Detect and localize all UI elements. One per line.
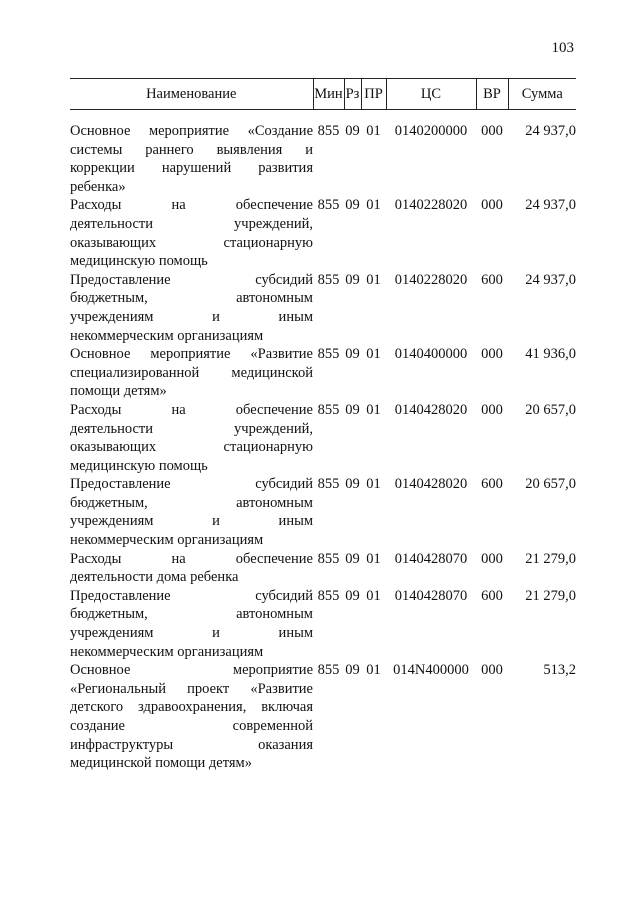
table-row [70,271,576,345]
row-min: 855 [317,271,340,288]
row-name-line: медицинскую помощь [70,457,208,474]
table-row [70,475,576,549]
header-cs: ЦС [386,79,476,110]
row-name-line: учреждениям и иным [70,625,313,642]
row-name-line: Основное мероприятие [70,662,313,679]
row-name-line: учреждениям и иным [70,513,313,530]
header-min: Мин [313,79,344,110]
row-name-line: ребенка» [70,178,126,195]
row-name-line: учреждениям и иным [70,308,313,325]
row-min: 855 [317,346,340,363]
table-row [70,401,576,475]
row-rz: 09 [345,550,360,567]
row-name-line: некоммерческим организациям [70,532,264,549]
row-rz: 09 [345,123,360,139]
row-min: 855 [317,550,340,567]
row-name-line: коррекции нарушений развития [70,160,313,177]
row-name-line: Расходы на обеспечение [70,197,313,214]
row-name-line: Основное мероприятие «Создание [70,123,313,139]
row-name [70,550,313,587]
row-min: 855 [317,401,340,418]
row-name-line: деятельности дома ребенка [70,569,239,586]
row-name-line: «Региональный проект «Развитие [70,680,313,697]
row-name-line: деятельности учреждений, [70,420,313,437]
row-name-line: системы раннего выявления и [70,141,313,158]
budget-table [70,78,576,773]
row-sum: 20 657,0 [525,401,576,418]
table-body [70,122,576,773]
row-pr: 01 [366,123,381,139]
row-name-line: оказывающих стационарную [70,439,313,456]
row-name-line: некоммерческим организациям [70,643,264,660]
row-name [70,196,313,270]
row-pr: 01 [366,271,381,288]
row-name [70,587,313,661]
row-rz: 09 [345,662,360,679]
row-name [70,122,313,196]
row-cs: 0140228020 [394,197,468,214]
row-name [70,475,313,549]
row-name-line: помощи детям» [70,383,167,400]
page-number: 103 [551,40,574,56]
table-row [70,345,576,401]
row-pr: 01 [366,346,381,363]
table-header [70,79,576,110]
header-vr: ВР [476,79,508,110]
table-row [70,122,576,196]
row-pr: 01 [366,476,381,493]
row-name-line: медицинской помощи детям» [70,755,252,772]
row-cs: 0140428070 [394,587,468,604]
row-vr: 000 [481,123,503,139]
row-sum: 41 936,0 [525,346,576,363]
row-name-line: оказывающих стационарную [70,234,313,251]
header-pr: ПР [361,79,386,110]
row-cs: 0140428070 [394,550,468,567]
row-min: 855 [317,123,340,139]
row-vr: 000 [481,662,503,679]
row-vr: 000 [481,346,503,363]
row-pr: 01 [366,662,381,679]
row-cs: 0140400000 [394,346,468,363]
header-rz: Рз [344,79,361,110]
row-name-line: некоммерческим организациям [70,327,264,344]
header-name: Наименование [70,79,313,110]
row-pr: 01 [366,197,381,214]
row-name [70,401,313,475]
row-vr: 000 [481,401,503,418]
row-min: 855 [317,197,340,214]
row-pr: 01 [366,587,381,604]
table-row [70,587,576,661]
row-name-line: Основное мероприятие «Развитие [70,346,313,363]
row-name-line: деятельности учреждений, [70,215,313,232]
row-rz: 09 [345,587,360,604]
row-sum: 24 937,0 [525,197,576,214]
row-sum: 24 937,0 [525,123,576,139]
row-vr: 000 [481,550,503,567]
row-name-line: Расходы на обеспечение [70,401,313,418]
row-name-line: создание современной [70,718,313,734]
row-rz: 09 [345,271,360,288]
row-sum: 21 279,0 [525,550,576,567]
row-name-line: детского здравоохранения, включая [70,699,313,716]
row-vr: 000 [481,197,503,214]
row-vr: 600 [481,271,503,288]
row-min: 855 [317,476,340,493]
row-cs: 0140228020 [394,271,468,288]
row-pr: 01 [366,401,381,418]
row-name-line: медицинскую помощь [70,253,208,270]
row-name [70,345,313,401]
row-sum: 24 937,0 [525,271,576,288]
row-rz: 09 [345,476,360,493]
row-min: 855 [317,587,340,604]
row-name-line: Предоставление субсидий [70,476,313,493]
row-name-line: специализированной медицинской [70,364,313,381]
row-sum: 513,2 [543,662,576,679]
row-vr: 600 [481,476,503,493]
header-sum: Сумма [508,79,576,110]
row-cs: 0140428020 [394,476,468,493]
table-row [70,661,576,773]
row-min: 855 [317,662,340,679]
row-sum: 20 657,0 [525,476,576,493]
table-row [70,196,576,270]
row-name-line: бюджетным, автономным [70,494,313,511]
row-name-line: Предоставление субсидий [70,587,313,604]
row-name [70,661,313,773]
row-rz: 09 [345,401,360,418]
row-name-line: бюджетным, автономным [70,606,313,623]
row-rz: 09 [345,346,360,363]
row-rz: 09 [345,197,360,214]
row-cs: 0140428020 [394,401,468,418]
row-name-line: инфраструктуры оказания [70,736,313,753]
row-pr: 01 [366,550,381,567]
row-name-line: Предоставление субсидий [70,271,313,288]
row-name-line: Расходы на обеспечение [70,550,313,567]
row-vr: 600 [481,587,503,604]
row-name-line: бюджетным, автономным [70,290,313,307]
table-row [70,550,576,587]
row-sum: 21 279,0 [525,587,576,604]
row-cs: 0140200000 [394,123,468,139]
row-name [70,271,313,345]
row-cs: 014N400000 [393,662,469,679]
